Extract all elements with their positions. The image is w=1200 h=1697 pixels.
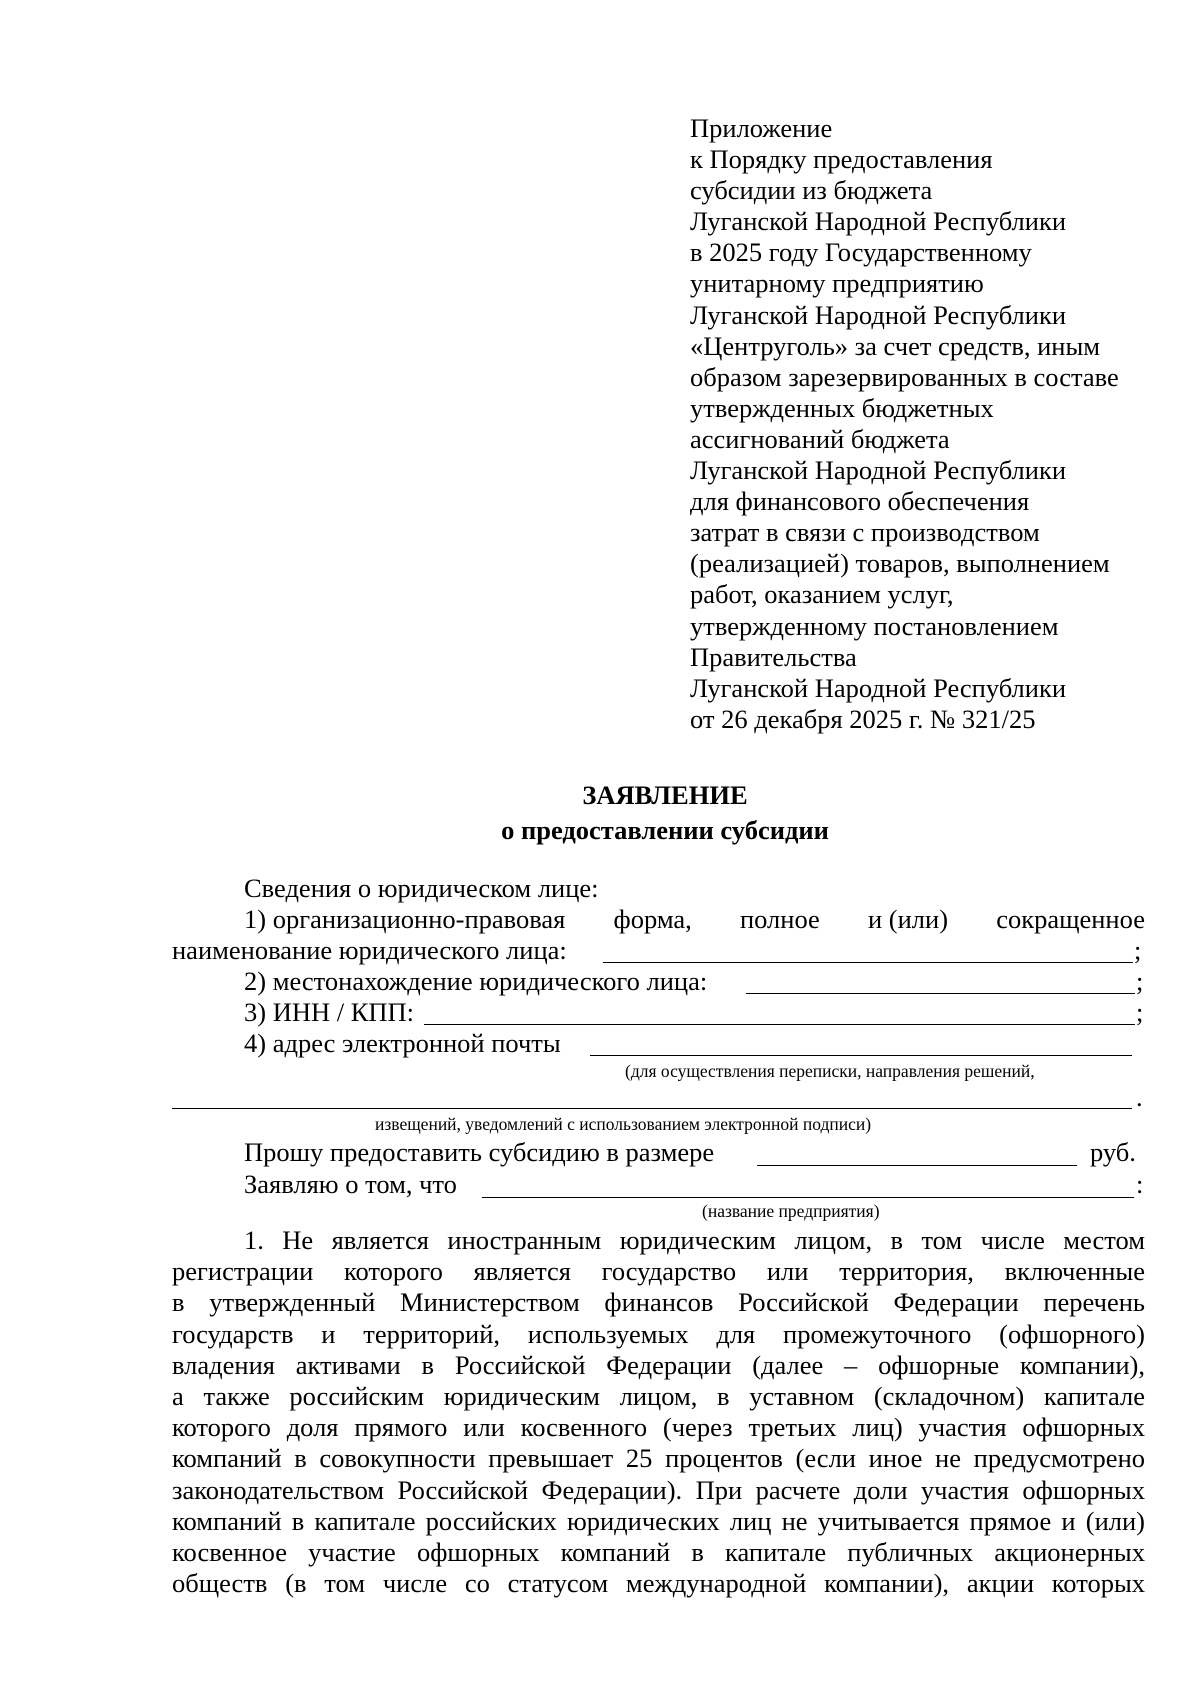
company-field-line[interactable]	[482, 1197, 1134, 1198]
appendix-line: для финансового обеспечения	[690, 486, 1030, 517]
appendix-line: утвержденных бюджетных	[690, 392, 994, 423]
item1-word: 1) организационно-правовая	[244, 904, 566, 934]
document-subtitle: о предоставлении субсидии	[501, 815, 829, 845]
declare-label: Заявляю о том, что	[244, 1169, 457, 1199]
appendix-line: от 26 декабря 2025 г. № 321/25	[690, 703, 1036, 734]
appendix-block	[690, 113, 1170, 735]
semicolon: ;	[1134, 935, 1142, 965]
item2-label: 2) местонахождение юридического лица:	[244, 966, 708, 996]
appendix-line: утвержденному постановлением	[690, 610, 1059, 641]
appendix-line: образом зарезервированных в составе	[690, 361, 1119, 392]
email-field-line[interactable]	[590, 1055, 1132, 1056]
item4-label: 4) адрес электронной почты	[244, 1028, 561, 1058]
item1-word: форма,	[613, 904, 692, 934]
paragraph-line: законодательством Российской Федерации). При расчете доли участия офшорных	[172, 1474, 1145, 1505]
paragraph-1	[172, 1225, 1145, 1599]
form-intro: Сведения о юридическом лице:	[244, 873, 599, 903]
document-title: ЗАЯВЛЕНИЕ	[582, 780, 748, 810]
amount-field-line[interactable]	[757, 1165, 1077, 1166]
paragraph-line: регистрации которого является государство или территория, включенные	[172, 1256, 1145, 1287]
appendix-line: затрат в связи с производством	[690, 517, 1040, 548]
email-field-line-2[interactable]	[172, 1108, 1132, 1109]
appendix-line: Луганской Народной Республики	[690, 455, 1067, 486]
appendix-line: (реализацией) товаров, выполнением	[690, 548, 1110, 579]
appendix-line: «Центруголь» за счет средств, иным	[690, 330, 1101, 361]
appendix-line: Луганской Народной Республики	[690, 299, 1067, 330]
paragraph-line: компаний в совокупности превышает 25 процентов (если иное не предусмотрено	[172, 1443, 1145, 1474]
item3-label: 3) ИНН / КПП:	[244, 997, 415, 1027]
paragraph-line: косвенное участие офшорных компаний в капитале публичных акционерных	[172, 1537, 1145, 1568]
inn-kpp-field-line[interactable]	[424, 1024, 1135, 1025]
appendix-line: ассигнований бюджета	[690, 423, 950, 454]
item1-word: и (или)	[867, 904, 949, 934]
appendix-line: Правительства	[690, 641, 857, 672]
address-field-line[interactable]	[746, 993, 1135, 994]
paragraph-line: в утвержденный Министерством финансов Российской Федерации перечень	[172, 1287, 1145, 1318]
paragraph-line: а также российским юридическим лицом, в уставном (складочном) капитале	[172, 1381, 1145, 1412]
item1-word: полное	[739, 904, 820, 934]
item1-line	[244, 904, 1145, 935]
semicolon: ;	[1136, 966, 1144, 996]
item1-continuation: наименование юридического лица:	[172, 935, 567, 965]
paragraph-line: 1. Не является иностранным юридическим лицом, в том числе местом	[244, 1225, 1145, 1255]
appendix-line: к Порядку предоставления	[690, 144, 993, 175]
appendix-line: Луганской Народной Республики	[690, 206, 1067, 237]
paragraph-line: владения активами в Российской Федерации (далее – офшорные компании),	[172, 1349, 1145, 1380]
company-hint: (название предприятия)	[702, 1201, 880, 1221]
paragraph-line: обществ (в том числе со статусом международной компании), акции которых	[172, 1568, 1145, 1599]
currency-label: руб.	[1090, 1137, 1136, 1167]
appendix-line: Приложение	[690, 113, 833, 143]
appendix-line: субсидии из бюджета	[690, 175, 933, 206]
paragraph-line: государств и территорий, используемых для промежуточного (офшорного)	[172, 1318, 1145, 1349]
colon: :	[1136, 1169, 1144, 1199]
appendix-line: унитарному предприятию	[690, 268, 984, 299]
email-hint-2: извещений, уведомлений с использованием электронной подписи)	[375, 1114, 872, 1134]
email-hint-1: (для осуществления переписки, направления решений,	[625, 1061, 1035, 1081]
name-field-line[interactable]	[603, 962, 1133, 963]
appendix-line: работ, оказанием услуг,	[690, 579, 954, 610]
period: .	[1136, 1082, 1143, 1112]
paragraph-line: которого доля прямого или косвенного (через третьих лиц) участия офшорных	[172, 1412, 1145, 1443]
appendix-line: Луганской Народной Республики	[690, 672, 1067, 703]
item1-word: сокращенное	[996, 904, 1145, 934]
semicolon: ;	[1136, 997, 1144, 1027]
request-label: Прошу предоставить субсидию в размере	[244, 1137, 715, 1167]
appendix-line: в 2025 году Государственному	[690, 237, 1032, 268]
paragraph-line: компаний в капитале российских юридических лиц не учитывается прямое и (или)	[172, 1505, 1145, 1536]
